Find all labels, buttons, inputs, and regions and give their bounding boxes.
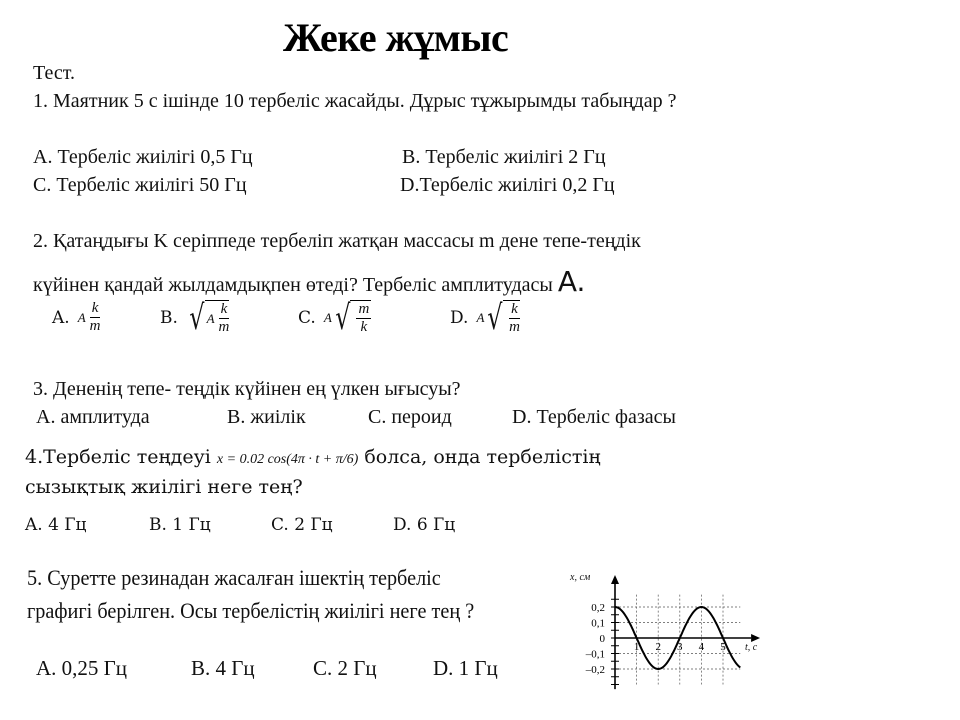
sqrt-icon: √ $\frac{m}{k}$	[335, 298, 370, 338]
option-a-label: A.	[52, 307, 70, 328]
sqrt-icon: √ A $\frac{k}{m}$	[189, 298, 230, 338]
svg-text:2: 2	[655, 641, 661, 653]
denominator: m	[89, 318, 101, 334]
question-2-line-2: күйінен қандай жылдамдықпен өтеді? Тербеліс амплитудасы	[33, 274, 558, 296]
question-2-line-1: 2. Қатаңдығы K серіппеде тербеліп жатқан массасы m дене тепе-теңдік	[33, 230, 641, 252]
option-d-coef: A	[476, 310, 485, 325]
numerator: m	[358, 301, 370, 317]
denominator: m	[218, 319, 230, 335]
question-3-option-a: A. амплитуда	[36, 406, 150, 428]
question-4-post: болса, онда тербелістің	[358, 446, 601, 468]
option-d-label: D.	[450, 308, 469, 328]
question-5-line-2: графигі берілген. Осы тербелістің жиілігі неге тең ?	[27, 598, 475, 623]
question-1-option-d: D.Тербеліс жиілігі 0,2 Гц	[400, 174, 615, 196]
question-2-option-a	[52, 300, 100, 335]
numerator: k	[511, 301, 518, 317]
svg-text:0,1: 0,1	[591, 617, 605, 630]
question-4-option-a: A. 4 Гц	[25, 515, 87, 535]
question-5-option-c: C. 2 Гц	[313, 656, 377, 680]
question-4-option-b: B. 1 Гц	[149, 515, 211, 535]
test-label: Тест.	[33, 62, 75, 84]
option-a-coef: A	[77, 309, 86, 325]
oscillation-graph	[560, 570, 780, 710]
option-c-coef: A	[323, 310, 332, 325]
sqrt-icon: √ $\frac{k}{m}$	[487, 298, 520, 338]
question-4-line-2: сызықтық жиілігі неге тең?	[25, 476, 303, 498]
question-4-pre: 4.Тербеліс теңдеуі	[25, 446, 217, 468]
svg-text:4: 4	[698, 641, 705, 653]
option-b-coef: A	[206, 310, 215, 326]
svg-text:–0,2: –0,2	[585, 664, 605, 676]
question-1-option-c: C. Тербеліс жиілігі 50 Гц	[33, 174, 247, 196]
question-2-option-d	[450, 300, 520, 336]
question-2-option-c	[298, 300, 371, 336]
svg-text:–0,1: –0,1	[585, 648, 605, 661]
question-3-option-c: C. пероид	[368, 406, 452, 428]
page-title: Жеке жұмыс	[283, 15, 509, 60]
question-2-line-2-wrap	[33, 265, 585, 298]
denominator: k	[360, 319, 368, 335]
question-3-option-d: D. Тербеліс фазасы	[512, 406, 676, 428]
question-1-text: 1. Маятник 5 с ішінде 10 тербеліс жасайды. Дұрыс тұжырымды табыңдар ?	[33, 90, 677, 112]
question-5-option-b: B. 4 Гц	[191, 656, 255, 680]
question-4-line-1	[25, 446, 601, 468]
question-4-option-c: C. 2 Гц	[271, 515, 333, 535]
svg-text:5: 5	[720, 641, 726, 653]
question-1-option-b: B. Тербеліс жиілігі 2 Гц	[402, 146, 606, 168]
question-4-option-d: D. 6 Гц	[393, 515, 456, 535]
denominator: m	[509, 319, 520, 335]
numerator: k	[91, 300, 99, 316]
x-axis-label: t, c	[745, 642, 758, 653]
question-1-option-a: A. Тербеліс жиілігі 0,5 Гц	[33, 146, 253, 168]
question-5-option-d: D. 1 Гц	[433, 656, 498, 680]
numerator: k	[220, 301, 228, 317]
option-c-label: C.	[298, 308, 316, 328]
question-3-text: 3. Дененің тепе- теңдік күйінен ең үлкен ығысуы?	[33, 378, 461, 400]
svg-text:1: 1	[633, 641, 640, 653]
amplitude-symbol: A.	[557, 265, 586, 298]
svg-text:0: 0	[599, 633, 605, 645]
question-5-option-a: A. 0,25 Гц	[36, 656, 128, 680]
question-2-option-b	[160, 300, 229, 336]
option-a-fraction	[90, 300, 101, 335]
question-3-option-b: B. жиілік	[227, 406, 306, 428]
question-5-line-1: 5. Суретте резинадан жасалған ішектің тербеліс	[27, 565, 441, 590]
oscillation-graph-svg	[560, 570, 780, 710]
option-b-label: B.	[160, 308, 178, 328]
svg-text:0,2: 0,2	[591, 602, 605, 614]
svg-text:3: 3	[677, 641, 683, 653]
oscillation-equation: x = 0.02 cos(4π · t + π/6)	[216, 452, 359, 467]
y-axis-label: x, см	[570, 572, 591, 583]
